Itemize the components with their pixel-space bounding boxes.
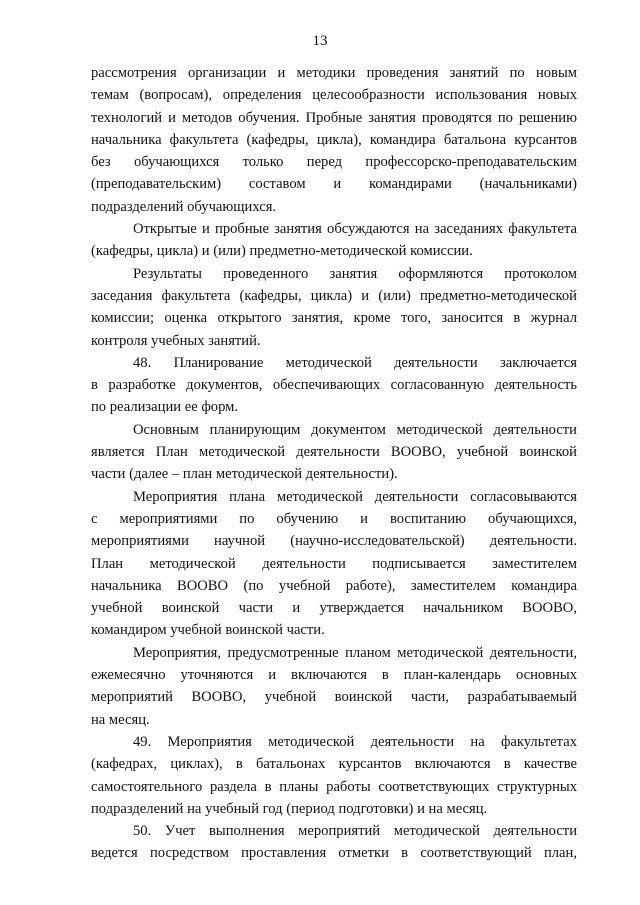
text-line: самостоятельного раздела в планы работы соответствующих структурных (91, 778, 577, 795)
text-line: технологий и методов обучения. Пробные занятия проводятся по решению (91, 109, 577, 126)
text-line: начальника ВООВО (по учебной работе), заместителем командира (91, 577, 577, 594)
text-line: подразделений на учебный год (период подготовки) и на месяц. (91, 800, 488, 817)
paragraph (91, 218, 577, 263)
paragraph (91, 731, 577, 820)
text-line: (преподавательским) составом и командирами (начальниками) (91, 176, 577, 193)
paragraph (91, 820, 577, 865)
text-line: (кафедры, цикла) и (или) предметно-методической комиссии. (91, 243, 473, 260)
text-line: 50. Учет выполнения мероприятий методической деятельности (133, 823, 577, 840)
text-line: подразделений обучающихся. (91, 198, 277, 215)
text-line: Результаты проведенного занятия оформляются протоколом (133, 265, 577, 282)
text-line: является План методической деятельности ВООВО, учебной воинской (91, 444, 577, 461)
text-line: 48. Планирование методической деятельности заключается (133, 354, 577, 371)
text-line: Мероприятия плана методической деятельности согласовываются (133, 488, 577, 505)
text-line: ежемесячно уточняются и включаются в план-календарь основных (91, 667, 577, 684)
text-line: в разработке документов, обеспечивающих согласованную деятельность (91, 377, 577, 394)
paragraph (91, 486, 577, 642)
paragraph (91, 62, 577, 218)
text-line: заседания факультета (кафедры, цикла) и (или) предметно-методической (91, 287, 577, 304)
text-line: учебной воинской части и утверждается начальником ВООВО, (91, 600, 577, 617)
paragraph (91, 419, 577, 486)
text-line: Мероприятия, предусмотренные планом методической деятельности, (133, 644, 577, 661)
text-line: (кафедрах, циклах), в батальонах курсантов включаются в качестве (91, 756, 577, 773)
paragraph (91, 352, 577, 419)
text-line: Открытые и пробные занятия обсуждаются на заседаниях факультета (133, 221, 577, 238)
text-line: Основным планирующим документом методической деятельности (133, 421, 577, 438)
text-line: на месяц. (91, 711, 150, 728)
text-line: ведется посредством проставления отметки в соответствующий план, (91, 845, 577, 862)
text-line: комиссии; оценка открытого занятия, кроме того, заносится в журнал (91, 310, 577, 327)
text-line: План методической деятельности подписывается заместителем (91, 555, 577, 572)
text-line: контроля учебных занятий. (91, 332, 261, 349)
document-body (91, 62, 577, 865)
text-line: 49. Мероприятия методической деятельности на факультетах (133, 733, 577, 750)
text-line: части (далее – план методической деятельности). (91, 466, 398, 483)
text-line: мероприятиями научной (научно-исследовательской) деятельности. (91, 533, 577, 550)
page-number: 13 (312, 33, 328, 49)
text-line: по реализации ее форм. (91, 399, 239, 416)
paragraph (91, 263, 577, 352)
text-line: командиром учебной воинской части. (91, 622, 325, 639)
text-line: темам (вопросам), определения целесообразности использования новых (91, 87, 577, 104)
text-line: с мероприятиями по обучению и воспитанию обучающихся, (91, 510, 577, 527)
text-line: мероприятий ВООВО, учебной воинской части, разрабатываемый (91, 689, 577, 706)
paragraph (91, 642, 577, 731)
text-line: начальника факультета (кафедры, цикла), командира батальона курсантов (91, 131, 577, 148)
text-line: рассмотрения организации и методики проведения занятий по новым (91, 65, 577, 81)
text-line: без обучающихся только перед профессорско-преподавательским (91, 154, 577, 171)
